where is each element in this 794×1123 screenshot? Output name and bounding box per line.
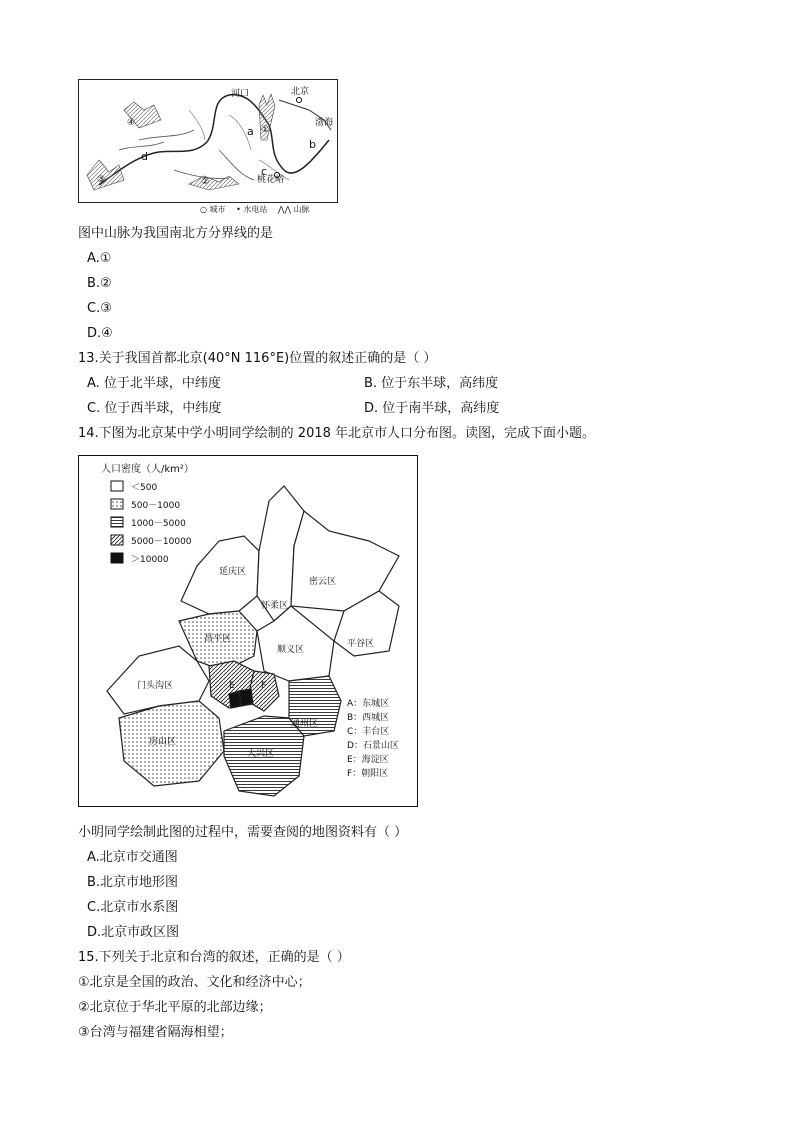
beijing-city-marker <box>297 98 302 103</box>
label-district-E: E <box>229 681 235 691</box>
label-c: c <box>261 165 268 178</box>
key-C: C：丰台区 <box>347 727 390 737</box>
legend-swatch-3 <box>111 517 123 527</box>
label-beijing: 北京 <box>291 87 310 97</box>
q14-stem: 14.下图为北京某中学小明同学绘制的 2018 年北京市人口分布图。读图，完成下面小题。 <box>78 426 596 441</box>
label-district-F: F <box>261 681 267 691</box>
q15-item-1: ①北京是全国的政治、文化和经济中心； <box>78 975 311 990</box>
legend-mountain: 山脉 <box>293 205 310 214</box>
district-B <box>229 691 241 708</box>
label-mountain-3: ③ <box>97 175 106 185</box>
beijing-map-drawing <box>79 456 417 806</box>
q13-option-c[interactable]: C. 位于西半球，中纬度 <box>87 401 222 416</box>
population-legend <box>101 462 194 565</box>
legend-swatch-4 <box>111 535 123 545</box>
legend-swatch-2 <box>111 499 123 509</box>
yellow-river-map <box>78 79 338 203</box>
label-fangshan: 房山区 <box>149 737 177 747</box>
label-huairou: 怀柔区 <box>261 601 289 611</box>
label-mountain-1: ① <box>261 125 270 135</box>
q13-option-d[interactable]: D. 位于南半球，高纬度 <box>364 401 500 416</box>
label-a: a <box>247 125 254 138</box>
q14-option-b[interactable]: B.北京市地形图 <box>87 875 179 890</box>
label-daxing: 大兴区 <box>247 749 275 759</box>
key-A: A：东城区 <box>347 699 390 709</box>
label-mountain-4: ④ <box>127 118 136 128</box>
label-miyun: 密云区 <box>309 577 337 587</box>
legend-item-5: ＞10000 <box>131 555 169 565</box>
label-yanqing: 延庆区 <box>219 567 247 577</box>
q14-option-a[interactable]: A.北京市交通图 <box>87 850 178 865</box>
q15-item-3: ③台湾与福建省隔海相望； <box>78 1025 233 1040</box>
q12-option-b[interactable]: B.② <box>87 276 112 291</box>
q13-option-a[interactable]: A. 位于北半球，中纬度 <box>87 376 221 391</box>
label-mountain-2: ② <box>201 177 210 187</box>
q12-option-a[interactable]: A.① <box>87 251 112 266</box>
label-pinggu: 平谷区 <box>347 639 375 649</box>
legend-title: 人口密度（人/km²） <box>101 464 194 475</box>
q14-option-c[interactable]: C.北京市水系图 <box>87 900 179 915</box>
key-B: B：西城区 <box>347 713 390 723</box>
label-taohuayu: 桃花峪 <box>257 175 285 185</box>
q13-stem: 13.关于我国首都北京(40°N 116°E)位置的叙述正确的是（ ） <box>78 351 437 366</box>
legend-swatch-1 <box>111 481 123 491</box>
label-tongzhou: 通州区 <box>291 719 319 729</box>
label-mentougou: 门头沟区 <box>137 681 174 691</box>
label-changping: 昌平区 <box>204 634 232 644</box>
hydro-legend-icon: • <box>236 205 241 214</box>
map1-legend <box>200 205 310 215</box>
q15-stem: 15.下列关于北京和台湾的叙述，正确的是（ ） <box>78 950 350 965</box>
legend-city: 城市 <box>209 205 226 214</box>
district-key <box>347 697 399 779</box>
q12-option-c[interactable]: C.③ <box>87 301 112 316</box>
q14-option-d[interactable]: D.北京市政区图 <box>87 925 180 940</box>
legend-item-1: ＜500 <box>131 483 158 493</box>
district-shunyi <box>257 606 334 681</box>
legend-item-3: 1000－5000 <box>131 519 186 529</box>
legend-swatch-5 <box>111 553 123 563</box>
q13-option-b[interactable]: B. 位于东半球，高纬度 <box>364 376 499 391</box>
q12-stem: 图中山脉为我国南北方分界线的是 <box>78 226 274 241</box>
key-D: D：石景山区 <box>347 741 399 751</box>
legend-item-2: 500－1000 <box>131 501 181 511</box>
label-b: b <box>309 138 316 151</box>
yellow-river-map-drawing <box>79 80 337 202</box>
key-F: F：朝阳区 <box>347 769 389 779</box>
q14-sub-stem: 小明同学绘制此图的过程中，需要查阅的地图资料有（ ） <box>78 825 408 840</box>
q12-option-d[interactable]: D.④ <box>87 326 113 341</box>
city-legend-icon: ○ <box>200 205 207 214</box>
beijing-population-map <box>78 455 418 807</box>
label-shunyi: 顺义区 <box>277 645 305 655</box>
mountain-3-shape <box>87 160 124 190</box>
label-bohai: 渤海 <box>315 118 334 128</box>
label-d: d <box>141 150 148 163</box>
legend-item-4: 5000－10000 <box>131 537 192 547</box>
q15-item-2: ②北京位于华北平原的北部边缘； <box>78 1000 272 1015</box>
mountain-legend-icon: ⋀⋀ <box>277 205 292 214</box>
key-E: E：海淀区 <box>347 755 389 765</box>
label-hekou: 河口 <box>231 89 250 99</box>
legend-hydro: 水电站 <box>243 205 268 214</box>
